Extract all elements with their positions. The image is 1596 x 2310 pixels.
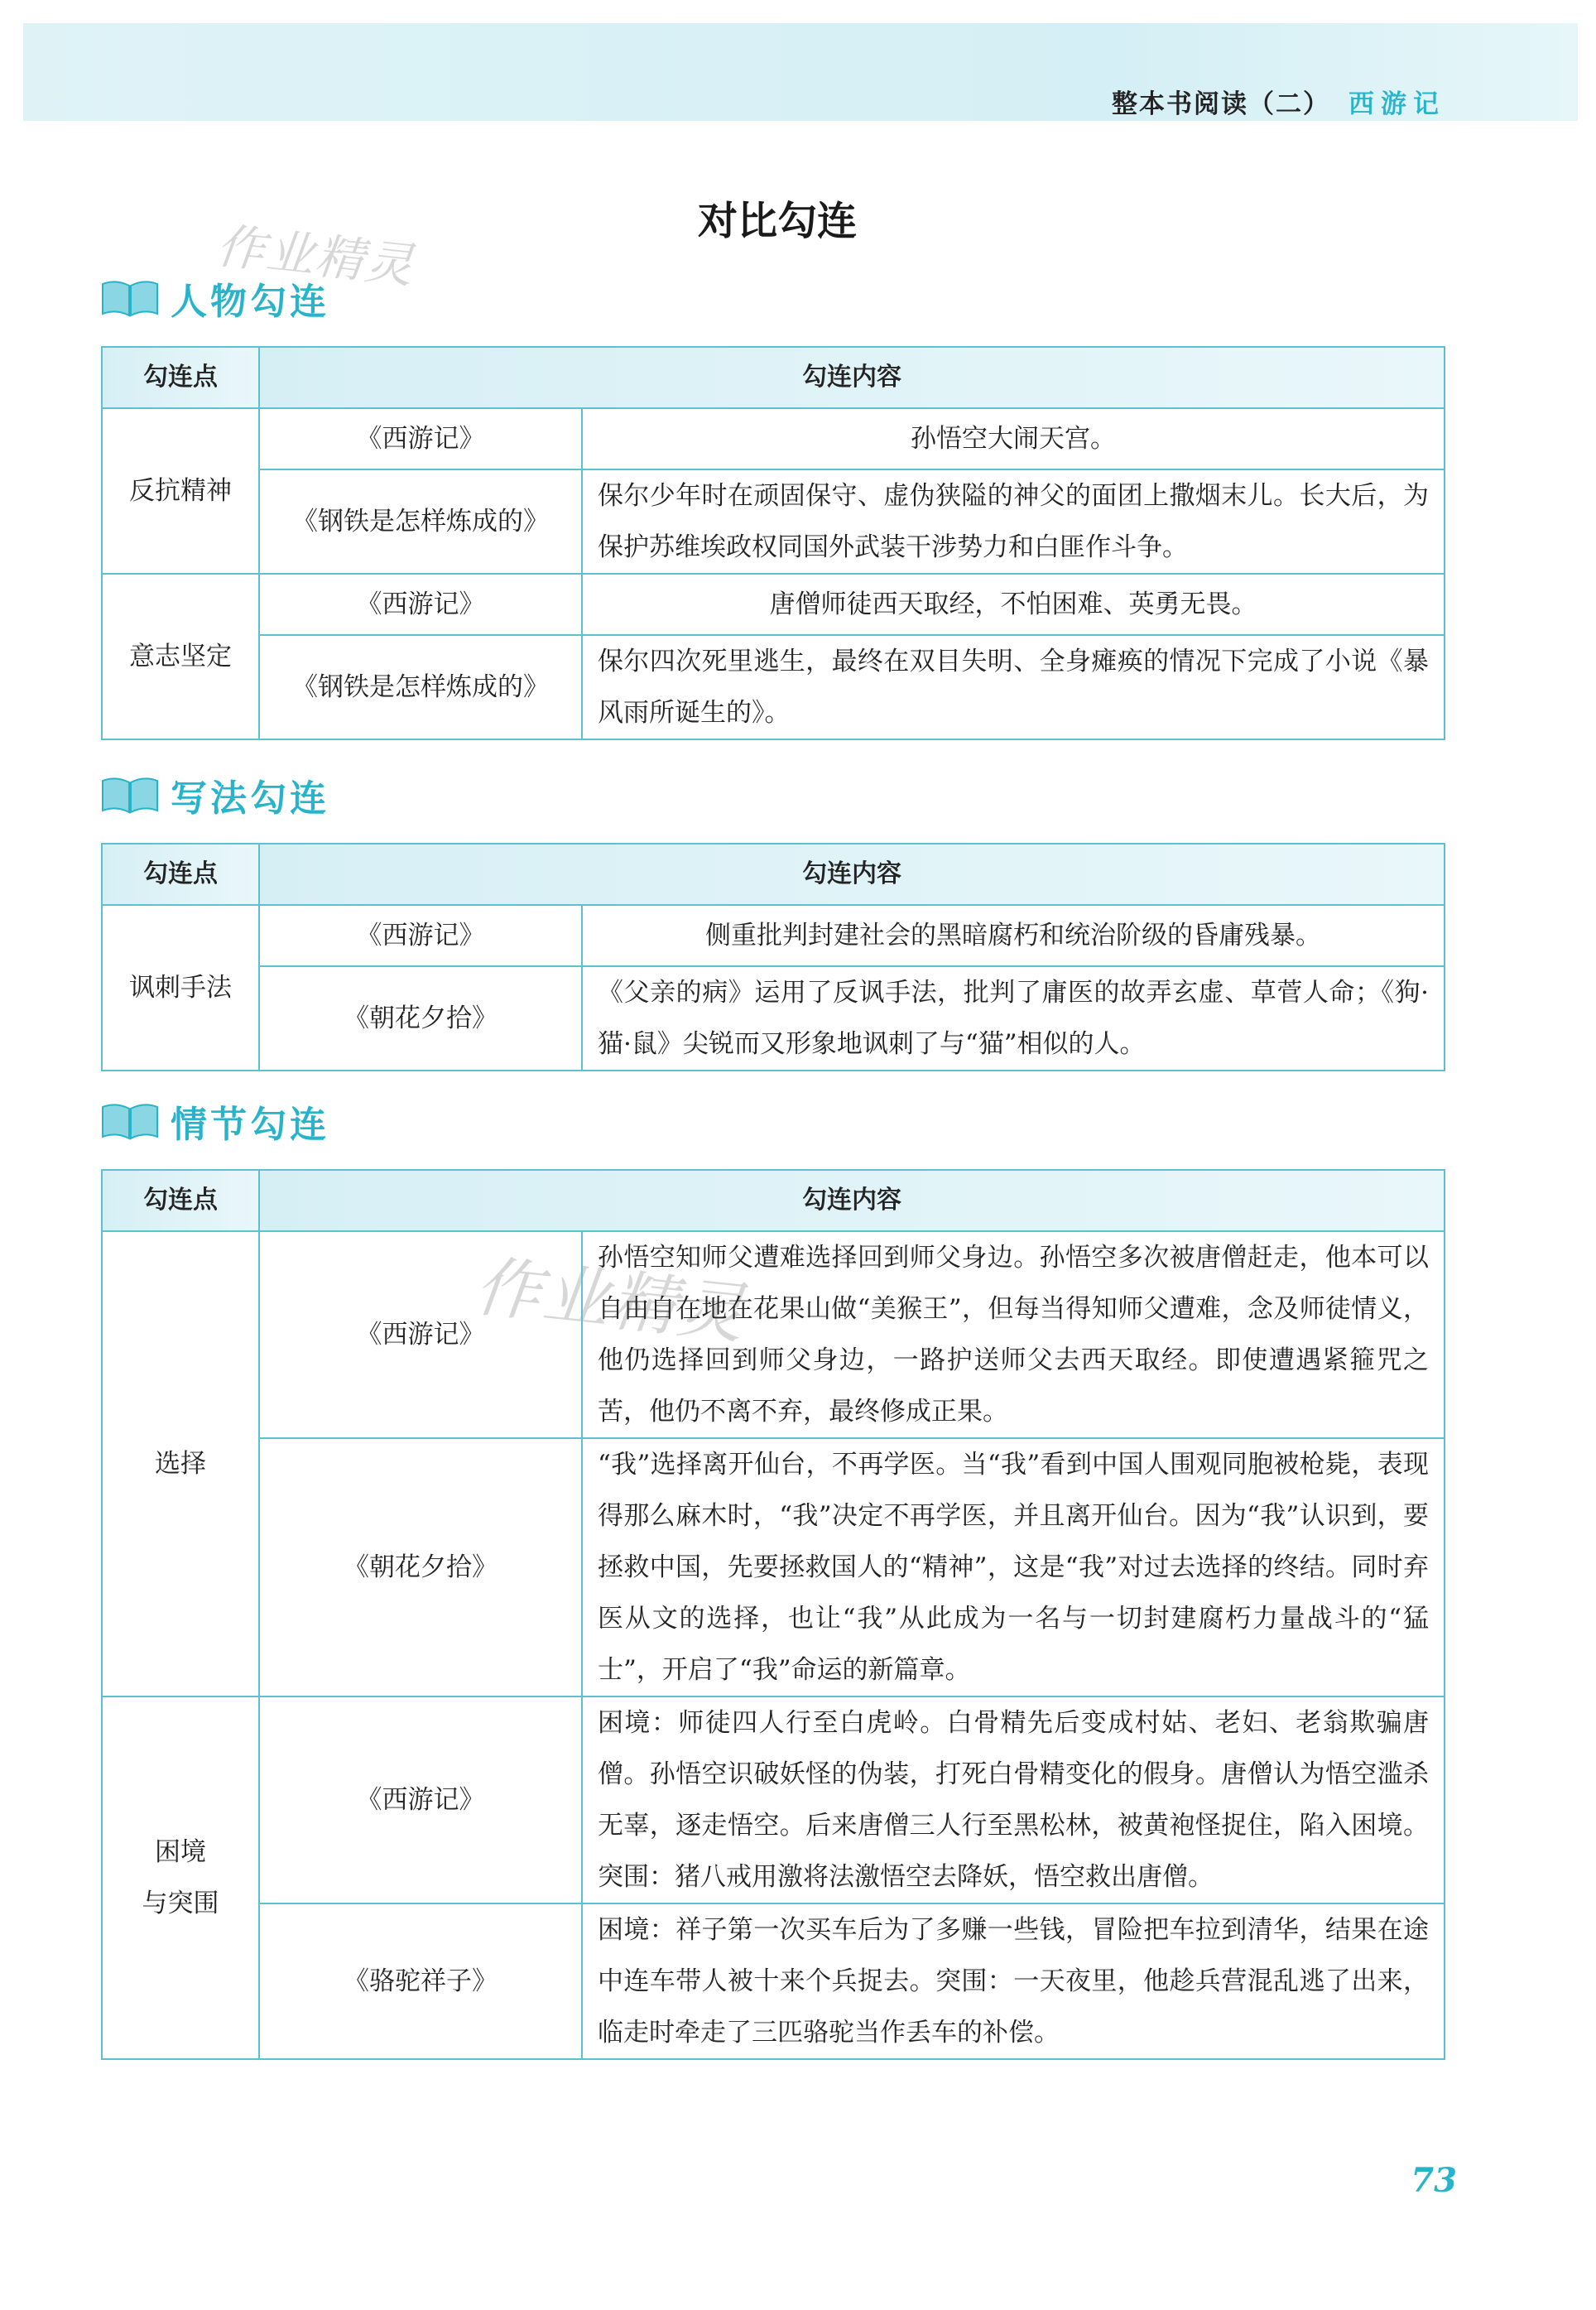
table-row: [102, 408, 1445, 469]
page-title: 对比勾连: [697, 198, 857, 244]
watermark: 作业精灵: [214, 217, 418, 295]
header-book-title: 西游记: [1348, 89, 1445, 119]
book-title: 《朝花夕拾》: [259, 1438, 582, 1696]
table-row: [102, 1231, 1445, 1438]
open-book-icon: [101, 776, 159, 814]
section-heading-label: 人物勾连: [171, 281, 329, 323]
table-row: [102, 905, 1445, 966]
book-title: 《西游记》: [259, 408, 582, 469]
page-number: 73: [1411, 2161, 1457, 2200]
table-row: [102, 1438, 1445, 1696]
column-header-point: 勾连点: [102, 844, 259, 905]
link-content: 侧重批判封建社会的黑暗腐朽和统治阶级的昏庸残暴。: [582, 905, 1445, 966]
table-header-row: [102, 844, 1445, 905]
link-point: 意志坚定: [102, 574, 259, 739]
column-header-content: 勾连内容: [259, 1170, 1445, 1231]
open-book-icon: [101, 279, 159, 317]
book-title: 《西游记》: [259, 905, 582, 966]
section-heading-writing: [101, 770, 329, 820]
link-content: 孙悟空知师父遭难选择回到师父身边。孙悟空多次被唐僧赶走，他本可以自由自在地在花果山做“美猴王”，但每当得知师父遭难，念及师徒情义，他仍选择回到师父身边，一路护送师父去西天取经。即使遭遇紧箍咒之苦，他仍不离不弃，最终修成正果。: [582, 1231, 1445, 1438]
column-header-content: 勾连内容: [259, 347, 1445, 408]
table-header-row: [102, 347, 1445, 408]
table-row: [102, 1696, 1445, 1903]
link-point: 讽刺手法: [102, 905, 259, 1071]
header-series: 整本书阅读（二）: [1112, 89, 1330, 119]
table-plot: [101, 1169, 1445, 2060]
section-heading-label: 写法勾连: [171, 777, 329, 820]
link-content: “我”选择离开仙台，不再学医。当“我”看到中国人围观同胞被枪毙，表现得那么麻木时，“我”决定不再学医，并且离开仙台。因为“我”认识到，要拯救中国，先要拯救国人的“精神”，这是“我”对过去选择的终结。同时弃医从文的选择，也让“我”从此成为一名与一切封建腐朽力量战斗的“猛士”，开启了“我”命运的新篇章。: [582, 1438, 1445, 1696]
table-row: [102, 469, 1445, 574]
book-title: 《西游记》: [259, 1696, 582, 1903]
table-writing: [101, 843, 1445, 1071]
link-point-line: 与突围: [142, 1889, 219, 1918]
section-heading-plot: [101, 1096, 329, 1146]
link-content: 《父亲的病》运用了反讽手法，批判了庸医的故弄玄虚、草菅人命；《狗·猫·鼠》尖锐而又形象地讽刺了与“猫”相似的人。: [582, 966, 1445, 1071]
book-title: 《钢铁是怎样炼成的》: [259, 469, 582, 574]
link-point: 选择: [102, 1231, 259, 1696]
running-header: [1112, 83, 1445, 120]
link-point-line: 困境: [155, 1837, 206, 1867]
book-title: 《西游记》: [259, 1231, 582, 1438]
table-header-row: [102, 1170, 1445, 1231]
book-title: 《钢铁是怎样炼成的》: [259, 635, 582, 739]
link-content: 孙悟空大闹天宫。: [582, 408, 1445, 469]
link-content: 困境：师徒四人行至白虎岭。白骨精先后变成村姑、老妇、老翁欺骗唐僧。孙悟空识破妖怪的伪装，打死白骨精变化的假身。唐僧认为悟空滥杀无辜，逐走悟空。后来唐僧三人行至黑松林，被黄袍怪捉住，陷入困境。突围：猪八戒用激将法激悟空去降妖，悟空救出唐僧。: [582, 1696, 1445, 1903]
book-title: 《骆驼祥子》: [259, 1903, 582, 2059]
table-row: [102, 966, 1445, 1071]
link-content: 保尔少年时在顽固保守、虚伪狭隘的神父的面团上撒烟末儿。长大后，为保护苏维埃政权同国外武装干涉势力和白匪作斗争。: [582, 469, 1445, 574]
link-content: 保尔四次死里逃生，最终在双目失明、全身瘫痪的情况下完成了小说《暴风雨所诞生的》。: [582, 635, 1445, 739]
open-book-icon: [101, 1102, 159, 1140]
link-content: 困境：祥子第一次买车后为了多赚一些钱，冒险把车拉到清华，结果在途中连车带人被十来个兵捉去。突围：一天夜里，他趁兵营混乱逃了出来，临走时牵走了三匹骆驼当作丢车的补偿。: [582, 1903, 1445, 2059]
table-characters: [101, 346, 1445, 740]
table-row: [102, 635, 1445, 739]
link-content: 唐僧师徒西天取经，不怕困难、英勇无畏。: [582, 574, 1445, 635]
link-point: [102, 1696, 259, 2059]
book-title: 《西游记》: [259, 574, 582, 635]
column-header-content: 勾连内容: [259, 844, 1445, 905]
watermark: 作业精灵: [471, 1248, 750, 1353]
link-point: 反抗精神: [102, 408, 259, 574]
column-header-point: 勾连点: [102, 1170, 259, 1231]
section-heading-label: 情节勾连: [171, 1104, 329, 1146]
table-row: [102, 574, 1445, 635]
book-title: 《朝花夕拾》: [259, 966, 582, 1071]
table-row: [102, 1903, 1445, 2059]
column-header-point: 勾连点: [102, 347, 259, 408]
section-heading-characters: [101, 273, 329, 323]
